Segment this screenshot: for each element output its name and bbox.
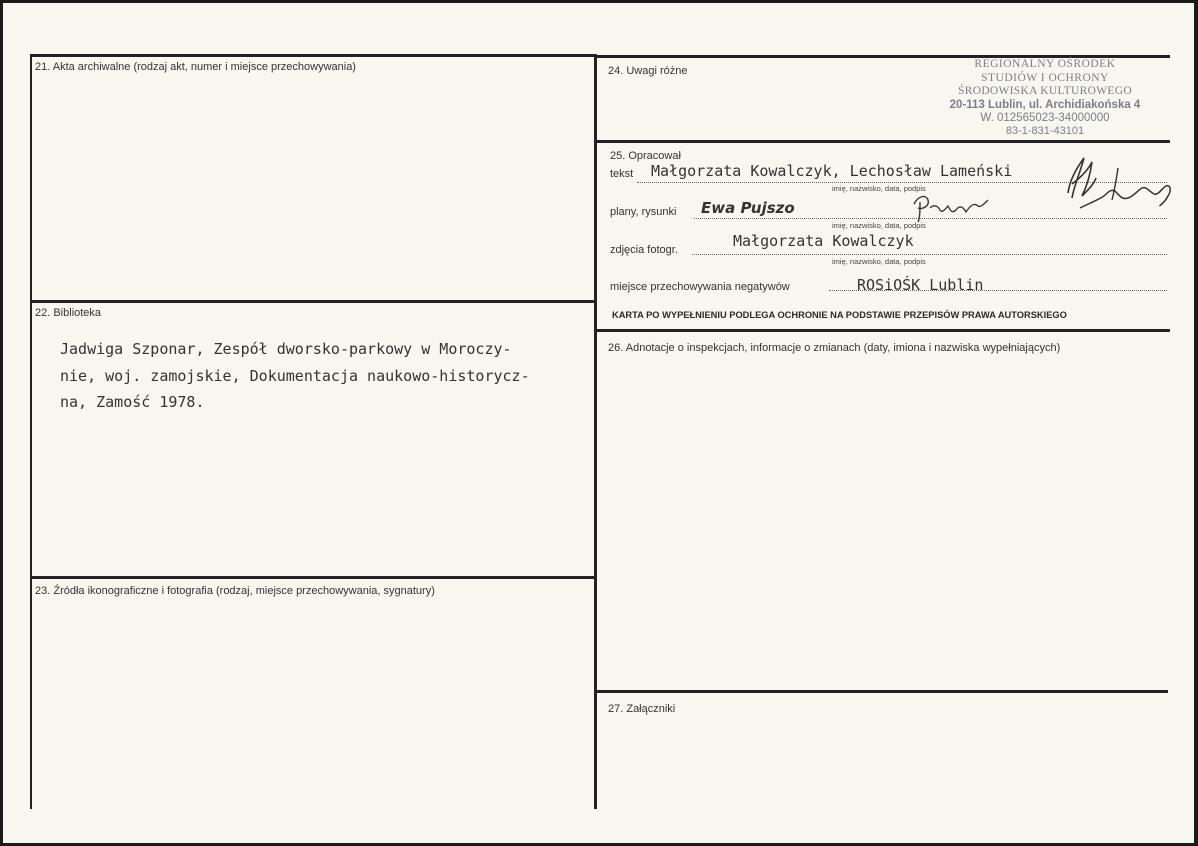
negatywy-label: miejsce przechowywania negatywów [610, 281, 790, 293]
divider-22-23 [30, 576, 597, 579]
bibliography-line: nie, woj. zamojskie, Dokumentacja naukowo-historycz- [60, 366, 530, 385]
field-27-label: 27. Załączniki [608, 703, 676, 715]
zdjecia-caption: imię, nazwisko, data, podpis [832, 257, 926, 266]
field-25-label: 25. Opracował [610, 150, 681, 162]
field-23-label: 23. Źródła ikonograficzne i fotografia (rodzaj, miejsce przechowywania, sygnatury) [35, 585, 435, 597]
divider-center [594, 54, 597, 809]
field-22-value [60, 336, 530, 416]
divider-left-outer [30, 54, 32, 809]
divider-21-22 [30, 300, 597, 303]
stamp-line: REGIONALNY OŚRODEK [974, 58, 1116, 70]
card-edge-right [1194, 0, 1198, 846]
divider-25-26 [597, 329, 1170, 332]
plany-label: plany, rysunki [610, 206, 677, 218]
divider-26-27 [597, 690, 1168, 693]
stamp-line: 20-113 Lublin, ul. Archidiakońska 4 [949, 98, 1141, 111]
tekst-caption: imię, nazwisko, data, podpis [832, 184, 926, 193]
tekst-value: Małgorzata Kowalczyk, Lechosław Lameński [651, 162, 1013, 180]
field-24-label: 24. Uwagi różne [608, 65, 688, 77]
stamp-line: STUDIÓW I OCHRONY [981, 71, 1109, 84]
stamp-line: ŚRODOWISKA KULTUROWEGO [958, 85, 1132, 97]
negatywy-value: ROSiOŚK Lublin [857, 276, 984, 294]
copyright-notice: KARTA PO WYPEŁNIENIU PODLEGA OCHRONIE NA PODSTAWIE PRZEPISÓW PRAWA AUTORSKIEGO [612, 310, 1067, 320]
card-edge-left [0, 0, 3, 846]
handwritten-signature [908, 190, 992, 224]
field-26-label: 26. Adnotacje o inspekcjach, informacje o zmianach (daty, imiona i nazwiska wypełniających) [608, 342, 1061, 354]
divider-top-left [30, 54, 597, 57]
field-21-label: 21. Akta archiwalne (rodzaj akt, numer i miejsce przechowywania) [35, 61, 356, 73]
zdjecia-line [692, 254, 1167, 255]
bibliography-line: na, Zamość 1978. [60, 393, 205, 411]
zdjecia-label: zdjęcia fotogr. [610, 244, 678, 256]
field-22-label: 22. Biblioteka [35, 307, 102, 319]
plany-value: Ewa Pujszo [701, 199, 795, 217]
bibliography-line: Jadwiga Szponar, Zespół dworsko-parkowy w Moroczy- [60, 340, 512, 358]
stamp-line: 83-1-831-43101 [1005, 124, 1085, 137]
stamp-line: W. 012565023-34000000 [980, 112, 1110, 124]
tekst-label: tekst [610, 168, 634, 180]
divider-24-25 [597, 140, 1170, 143]
zdjecia-value: Małgorzata Kowalczyk [733, 232, 914, 250]
card-edge-top [0, 0, 1198, 3]
institution-stamp [940, 58, 1150, 136]
plany-caption: imię, nazwisko, data, podpis [832, 221, 926, 230]
handwritten-signature [1058, 148, 1178, 234]
